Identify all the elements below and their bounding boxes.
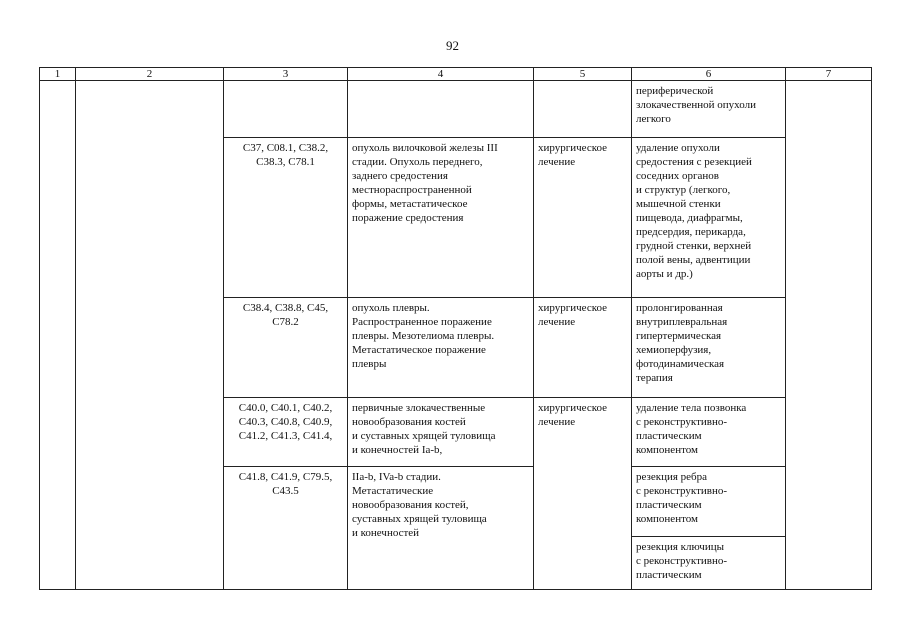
column-header-6: 6: [632, 68, 786, 81]
col2-cell: [76, 81, 224, 590]
method-cell: удаление опухоли средостения с резекцией соседних органов и структур (легкого, мышечной стенки пищевода, диафрагмы, предсердия, перикарда, грудной стенки, верхней полой вены, адвентиции аорты и др.): [632, 138, 786, 298]
description-cell: опухоль плевры. Распространенное поражение плевры. Мезотелиома плевры. Метастатическое поражение плевры: [348, 298, 534, 398]
description-cell: первичные злокачественные новообразования костей и суставных хрящей туловища и конечностей Ia-b,: [348, 398, 534, 467]
method-cell: резекция ребра с реконструктивно- пластическим компонентом: [632, 467, 786, 537]
column-number-row: [40, 68, 872, 81]
codes-cell: C37, C08.1, C38.2, C38.3, C78.1: [224, 138, 348, 298]
column-header-1: 1: [40, 68, 76, 81]
treatment-cell: хирургическое лечение: [534, 138, 632, 298]
treatment-cell: хирургическое лечение: [534, 298, 632, 398]
column-header-7: 7: [786, 68, 872, 81]
col1-cell: [40, 81, 76, 590]
description-cell: IIa-b, IVa-b стадии. Метастатические новообразования костей, суставных хрящей туловища и конечностей: [348, 467, 534, 590]
table-row: [40, 81, 872, 138]
method-cell: удаление тела позвонка с реконструктивно- пластическим компонентом: [632, 398, 786, 467]
treatment-cell: [534, 81, 632, 138]
method-cell: периферической злокачественной опухоли легкого: [632, 81, 786, 138]
medical-procedures-table: [39, 67, 872, 590]
treatment-cell: хирургическое лечение: [534, 398, 632, 590]
method-cell: пролонгированная внутриплевральная гипертермическая хемиоперфузия, фотодинамическая терапия: [632, 298, 786, 398]
codes-cell: [224, 81, 348, 138]
method-cell: резекция ключицы с реконструктивно- пластическим: [632, 537, 786, 590]
codes-cell: C38.4, C38.8, C45, C78.2: [224, 298, 348, 398]
col7-cell: [786, 81, 872, 590]
column-header-4: 4: [348, 68, 534, 81]
page-number: 92: [446, 38, 459, 53]
codes-cell: C41.8, C41.9, C79.5, C43.5: [224, 467, 348, 590]
column-header-2: 2: [76, 68, 224, 81]
codes-cell: C40.0, C40.1, C40.2, C40.3, C40.8, C40.9, C41.2, C41.3, C41.4,: [224, 398, 348, 467]
column-header-3: 3: [224, 68, 348, 81]
description-cell: [348, 81, 534, 138]
column-header-5: 5: [534, 68, 632, 81]
description-cell: опухоль вилочковой железы III стадии. Опухоль переднего, заднего средостения местнораспространенной формы, метастатическое поражение средостения: [348, 138, 534, 298]
